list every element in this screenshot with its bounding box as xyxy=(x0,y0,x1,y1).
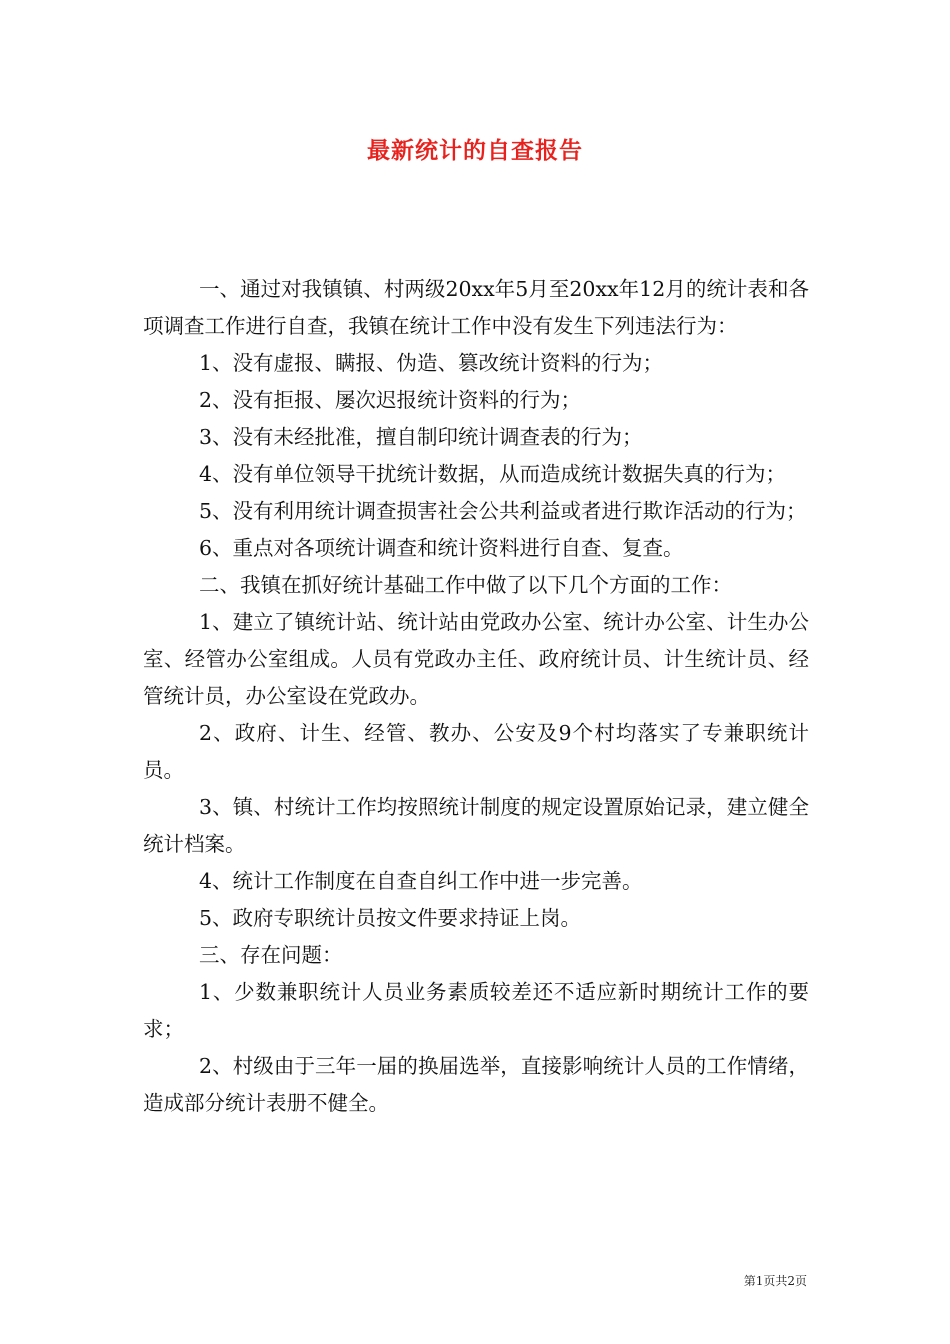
paragraph: 一、通过对我镇镇、村两级20xx年5月至20xx年12月的统计表和各项调查工作进行自查，我镇在统计工作中没有发生下列违法行为： xyxy=(143,277,809,338)
paragraph: 4、统计工作制度在自查自纠工作中进一步完善。 xyxy=(199,869,643,893)
paragraph: 3、镇、村统计工作均按照统计制度的规定设置原始记录，建立健全统计档案。 xyxy=(143,795,809,856)
paragraph: 2、村级由于三年一届的换届选举，直接影响统计人员的工作情绪，造成部分统计表册不健全。 xyxy=(143,1054,809,1115)
paragraph: 二、我镇在抓好统计基础工作中做了以下几个方面的工作： xyxy=(199,573,732,597)
document-title: 最新统计的自查报告 xyxy=(367,137,583,164)
paragraph: 1、少数兼职统计人员业务素质较差还不适应新时期统计工作的要求； xyxy=(143,980,809,1041)
paragraph: 1、没有虚报、瞒报、伪造、篡改统计资料的行为； xyxy=(199,351,664,375)
paragraph: 2、政府、计生、经管、教办、公安及9个村均落实了专兼职统计员。 xyxy=(143,721,809,782)
paragraph: 4、没有单位领导干扰统计数据，从而造成统计数据失真的行为； xyxy=(199,462,787,486)
paragraph: 2、没有拒报、屡次迟报统计资料的行为； xyxy=(199,388,582,412)
paragraph: 5、没有利用统计调查损害社会公共利益或者进行欺诈活动的行为； xyxy=(199,499,807,523)
paragraph: 6、重点对各项统计调查和统计资料进行自查、复查。 xyxy=(199,536,684,560)
page-number: 第1页共2页 xyxy=(743,1274,807,1288)
paragraph: 5、政府专职统计员按文件要求持证上岗。 xyxy=(199,906,582,930)
paragraph: 3、没有未经批准，擅自制印统计调查表的行为； xyxy=(199,425,643,449)
document-body xyxy=(143,271,809,1122)
paragraph: 1、建立了镇统计站、统计站由党政办公室、统计办公室、计生办公室、经管办公室组成。人员有党政办主任、政府统计员、计生统计员、经管统计员，办公室设在党政办。 xyxy=(143,610,809,708)
paragraph: 三、存在问题： xyxy=(199,943,343,967)
